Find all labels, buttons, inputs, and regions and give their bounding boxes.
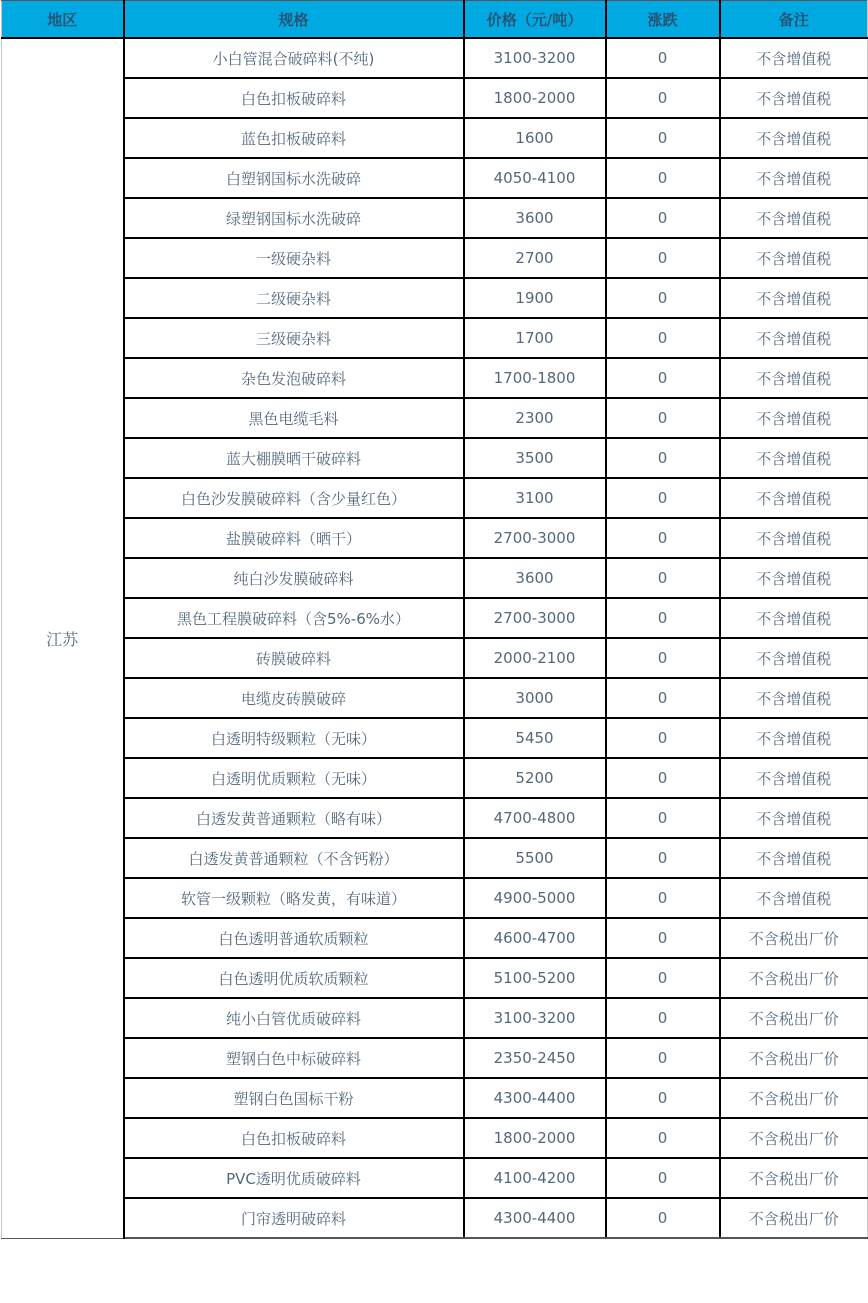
table-row <box>2 1198 868 1238</box>
change-cell: 0 <box>606 598 720 638</box>
table-row <box>2 798 868 838</box>
note-cell: 不含增值税 <box>720 838 868 878</box>
spec-cell: 盐膜破碎料（晒干） <box>124 518 464 558</box>
price-cell: 2000-2100 <box>464 638 606 678</box>
price-cell: 5450 <box>464 718 606 758</box>
note-cell: 不含增值税 <box>720 198 868 238</box>
note-cell: 不含增值税 <box>720 38 868 78</box>
note-cell: 不含税出厂价 <box>720 1158 868 1198</box>
spec-cell: 三级硬杂料 <box>124 318 464 358</box>
price-cell: 2700-3000 <box>464 518 606 558</box>
spec-cell: 二级硬杂料 <box>124 278 464 318</box>
spec-cell: 杂色发泡破碎料 <box>124 358 464 398</box>
header-row <box>2 1 868 39</box>
table-row <box>2 118 868 158</box>
change-cell: 0 <box>606 958 720 998</box>
note-cell: 不含增值税 <box>720 278 868 318</box>
table-row <box>2 638 868 678</box>
change-cell: 0 <box>606 318 720 358</box>
change-cell: 0 <box>606 758 720 798</box>
change-cell: 0 <box>606 1078 720 1118</box>
table-row <box>2 838 868 878</box>
change-cell: 0 <box>606 1158 720 1198</box>
spec-cell: 白色透明普通软质颗粒 <box>124 918 464 958</box>
table-row <box>2 678 868 718</box>
note-cell: 不含增值税 <box>720 118 868 158</box>
change-cell: 0 <box>606 798 720 838</box>
note-cell: 不含增值税 <box>720 678 868 718</box>
price-cell: 3500 <box>464 438 606 478</box>
note-cell: 不含税出厂价 <box>720 958 868 998</box>
table-row <box>2 1078 868 1118</box>
change-cell: 0 <box>606 238 720 278</box>
spec-cell: 塑钢白色国标干粉 <box>124 1078 464 1118</box>
note-cell: 不含增值税 <box>720 798 868 838</box>
note-cell: 不含增值税 <box>720 478 868 518</box>
note-cell: 不含增值税 <box>720 358 868 398</box>
price-cell: 1600 <box>464 118 606 158</box>
change-cell: 0 <box>606 398 720 438</box>
price-cell: 2700 <box>464 238 606 278</box>
spec-cell: 白透明优质颗粒（无味） <box>124 758 464 798</box>
price-cell: 5200 <box>464 758 606 798</box>
price-cell: 5500 <box>464 838 606 878</box>
note-cell: 不含税出厂价 <box>720 998 868 1038</box>
table-row <box>2 1158 868 1198</box>
spec-cell: 蓝色扣板破碎料 <box>124 118 464 158</box>
column-header-note: 备注 <box>720 1 868 39</box>
note-cell: 不含增值税 <box>720 158 868 198</box>
spec-cell: 白色扣板破碎料 <box>124 1118 464 1158</box>
change-cell: 0 <box>606 838 720 878</box>
price-table <box>1 0 868 1239</box>
price-cell: 4100-4200 <box>464 1158 606 1198</box>
spec-cell: 白色沙发膜破碎料（含少量红色） <box>124 478 464 518</box>
change-cell: 0 <box>606 998 720 1038</box>
change-cell: 0 <box>606 1198 720 1238</box>
note-cell: 不含增值税 <box>720 318 868 358</box>
table-row <box>2 918 868 958</box>
price-cell: 3600 <box>464 198 606 238</box>
table-row <box>2 358 868 398</box>
change-cell: 0 <box>606 638 720 678</box>
spec-cell: 白透发黄普通颗粒（不含钙粉） <box>124 838 464 878</box>
change-cell: 0 <box>606 78 720 118</box>
price-cell: 2700-3000 <box>464 598 606 638</box>
price-cell: 5100-5200 <box>464 958 606 998</box>
spec-cell: 软管一级颗粒（略发黄，有味道） <box>124 878 464 918</box>
table-row <box>2 318 868 358</box>
price-cell: 1700 <box>464 318 606 358</box>
spec-cell: 绿塑钢国标水洗破碎 <box>124 198 464 238</box>
table-row <box>2 478 868 518</box>
price-cell: 3600 <box>464 558 606 598</box>
note-cell: 不含税出厂价 <box>720 1198 868 1238</box>
change-cell: 0 <box>606 158 720 198</box>
table-row <box>2 398 868 438</box>
price-cell: 4700-4800 <box>464 798 606 838</box>
table-row <box>2 158 868 198</box>
change-cell: 0 <box>606 718 720 758</box>
note-cell: 不含增值税 <box>720 638 868 678</box>
price-cell: 2300 <box>464 398 606 438</box>
spec-cell: 黑色工程膜破碎料（含5%-6%水） <box>124 598 464 638</box>
spec-cell: 纯小白管优质破碎料 <box>124 998 464 1038</box>
price-cell: 3100-3200 <box>464 998 606 1038</box>
column-header-change: 涨跌 <box>606 1 720 39</box>
table-row <box>2 1038 868 1078</box>
note-cell: 不含税出厂价 <box>720 1038 868 1078</box>
spec-cell: 黑色电缆毛料 <box>124 398 464 438</box>
column-header-price: 价格（元/吨） <box>464 1 606 39</box>
price-cell: 1800-2000 <box>464 78 606 118</box>
spec-cell: 白透明特级颗粒（无味） <box>124 718 464 758</box>
price-cell: 4600-4700 <box>464 918 606 958</box>
change-cell: 0 <box>606 558 720 598</box>
table-row <box>2 518 868 558</box>
price-cell: 3100 <box>464 478 606 518</box>
note-cell: 不含增值税 <box>720 238 868 278</box>
spec-cell: 门帘透明破碎料 <box>124 1198 464 1238</box>
region-cell: 江苏 <box>2 38 124 1238</box>
price-cell: 4050-4100 <box>464 158 606 198</box>
change-cell: 0 <box>606 478 720 518</box>
price-cell: 1900 <box>464 278 606 318</box>
note-cell: 不含增值税 <box>720 78 868 118</box>
change-cell: 0 <box>606 918 720 958</box>
table-row <box>2 278 868 318</box>
price-cell: 4900-5000 <box>464 878 606 918</box>
note-cell: 不含增值税 <box>720 718 868 758</box>
table-row <box>2 878 868 918</box>
note-cell: 不含税出厂价 <box>720 1078 868 1118</box>
price-cell: 3000 <box>464 678 606 718</box>
price-cell: 4300-4400 <box>464 1198 606 1238</box>
spec-cell: 蓝大棚膜晒干破碎料 <box>124 438 464 478</box>
price-cell: 3100-3200 <box>464 38 606 78</box>
price-cell: 1700-1800 <box>464 358 606 398</box>
change-cell: 0 <box>606 38 720 78</box>
spec-cell: 砖膜破碎料 <box>124 638 464 678</box>
note-cell: 不含增值税 <box>720 518 868 558</box>
table-row <box>2 598 868 638</box>
change-cell: 0 <box>606 1118 720 1158</box>
table-row <box>2 1118 868 1158</box>
change-cell: 0 <box>606 1038 720 1078</box>
note-cell: 不含增值税 <box>720 558 868 598</box>
spec-cell: 小白管混合破碎料(不纯) <box>124 38 464 78</box>
note-cell: 不含增值税 <box>720 438 868 478</box>
note-cell: 不含增值税 <box>720 878 868 918</box>
note-cell: 不含税出厂价 <box>720 918 868 958</box>
spec-cell: 白色透明优质软质颗粒 <box>124 958 464 998</box>
table-row <box>2 558 868 598</box>
spec-cell: PVC透明优质破碎料 <box>124 1158 464 1198</box>
change-cell: 0 <box>606 878 720 918</box>
column-header-spec: 规格 <box>124 1 464 39</box>
table-row <box>2 438 868 478</box>
note-cell: 不含增值税 <box>720 758 868 798</box>
spec-cell: 电缆皮砖膜破碎 <box>124 678 464 718</box>
change-cell: 0 <box>606 358 720 398</box>
change-cell: 0 <box>606 678 720 718</box>
price-cell: 4300-4400 <box>464 1078 606 1118</box>
table-row <box>2 958 868 998</box>
table-row <box>2 238 868 278</box>
table-row <box>2 78 868 118</box>
column-header-region: 地区 <box>2 1 124 39</box>
price-cell: 2350-2450 <box>464 1038 606 1078</box>
change-cell: 0 <box>606 118 720 158</box>
table-row <box>2 198 868 238</box>
change-cell: 0 <box>606 518 720 558</box>
table-row <box>2 38 868 78</box>
spec-cell: 白色扣板破碎料 <box>124 78 464 118</box>
price-cell: 1800-2000 <box>464 1118 606 1158</box>
spec-cell: 白塑钢国标水洗破碎 <box>124 158 464 198</box>
note-cell: 不含增值税 <box>720 598 868 638</box>
table-row <box>2 998 868 1038</box>
note-cell: 不含税出厂价 <box>720 1118 868 1158</box>
spec-cell: 塑钢白色中标破碎料 <box>124 1038 464 1078</box>
spec-cell: 纯白沙发膜破碎料 <box>124 558 464 598</box>
change-cell: 0 <box>606 198 720 238</box>
table-row <box>2 758 868 798</box>
note-cell: 不含增值税 <box>720 398 868 438</box>
change-cell: 0 <box>606 278 720 318</box>
change-cell: 0 <box>606 438 720 478</box>
spec-cell: 一级硬杂料 <box>124 238 464 278</box>
spec-cell: 白透发黄普通颗粒（略有味） <box>124 798 464 838</box>
table-row <box>2 718 868 758</box>
